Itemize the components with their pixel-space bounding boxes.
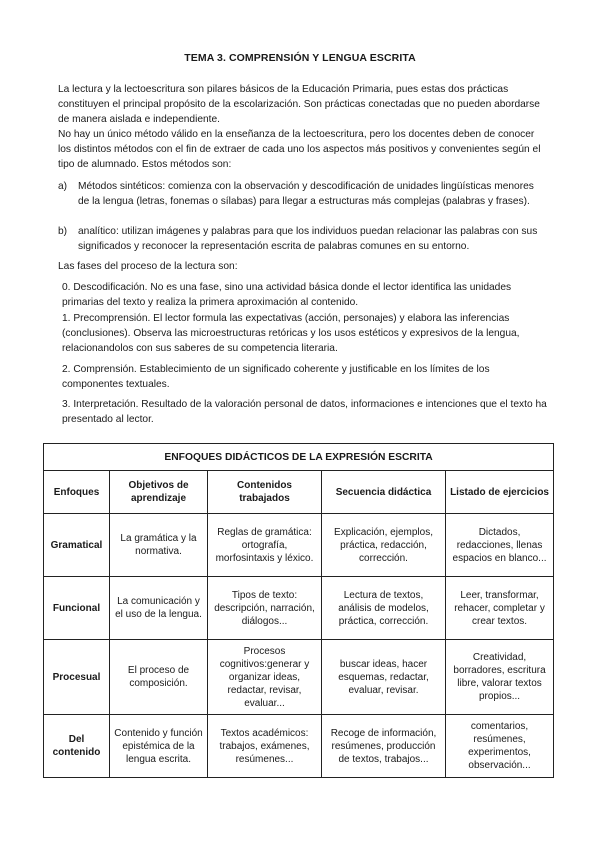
table-cell: Creatividad, borradores, escritura libre, valorar textos propios... bbox=[446, 640, 554, 715]
table-row bbox=[44, 577, 554, 640]
table-cell: La comunicación y el uso de la lengua. bbox=[110, 577, 208, 640]
method-text: analítico: utilizan imágenes y palabras para que los individuos puedan relacionar las palabras con sus significados y reconocer la representación escrita de palabras comunes en su entorno. bbox=[78, 226, 538, 253]
table-row bbox=[44, 640, 554, 715]
table-header-row bbox=[44, 471, 554, 514]
table-cell: Recoge de información, resúmenes, producción de textos, trabajos... bbox=[322, 715, 446, 778]
phase-item: 1. Precomprensión. El lector formula las expectativas (acción, personajes) y elabora las inferencias (conclusiones). Observa las microestructuras retóricas y los usos estéticos y expresivos de la lengua, relacionandolos con sus saberes de su competencia literaria. bbox=[62, 313, 520, 355]
table-cell: Leer, transformar, rehacer, completar y crear textos. bbox=[446, 577, 554, 640]
table-cell: Reglas de gramática: ortografía, morfosintaxis y léxico. bbox=[208, 514, 322, 577]
page-title: TEMA 3. COMPRENSIÓN Y LENGUA ESCRITA bbox=[184, 52, 416, 64]
phase-item: 2. Comprensión. Establecimiento de un significado coherente y justificable en los límites de los componentes textuales. bbox=[62, 364, 490, 391]
phases-intro: Las fases del proceso de la lectura son: bbox=[58, 261, 238, 272]
table-cell: La gramática y la normativa. bbox=[110, 514, 208, 577]
table-cell: Contenido y función epistémica de la lengua escrita. bbox=[110, 715, 208, 778]
table-row bbox=[44, 715, 554, 778]
table-cell: Textos académicos: trabajos, exámenes, resúmenes... bbox=[208, 715, 322, 778]
table-caption: ENFOQUES DIDÁCTICOS DE LA EXPRESIÓN ESCRITA bbox=[44, 444, 554, 471]
table-cell: Explicación, ejemplos, práctica, redacción, corrección. bbox=[322, 514, 446, 577]
methods-paragraph: No hay un único método válido en la enseñanza de la lectoescritura, pero los docentes deben de conocer los distintos métodos con el fin de extraer de cada uno los aspectos más positivos y convenientes según el tipo de alumnado. Estos métodos son: bbox=[58, 129, 541, 171]
intro-paragraph: La lectura y la lectoescritura son pilares básicos de la Educación Primaria, pues estas dos prácticas constituyen el principal propósito de la escolarización. Son prácticas conectadas que no pueden abordarse de manera aislada e independiente. bbox=[58, 84, 540, 126]
table-cell: comentarios, resúmenes, experimentos, observación... bbox=[446, 715, 554, 778]
column-header: Enfoques bbox=[44, 471, 110, 514]
table-cell: Dictados, redacciones, llenas espacios en blanco... bbox=[446, 514, 554, 577]
column-header: Contenidos trabajados bbox=[208, 471, 322, 514]
method-marker: b) bbox=[58, 226, 68, 237]
method-marker: a) bbox=[58, 181, 68, 192]
column-header: Objetivos de aprendizaje bbox=[110, 471, 208, 514]
row-label: Del contenido bbox=[44, 715, 110, 778]
method-text: Métodos sintéticos: comienza con la observación y descodificación de unidades lingüísticas menores de la lengua (letras, fonemas o sílabas) para llegar a estructuras más complejas (palabras y frases). bbox=[78, 181, 534, 208]
row-label: Funcional bbox=[44, 577, 110, 640]
table-cell: El proceso de composición. bbox=[110, 640, 208, 715]
phase-item: 0. Descodificación. No es una fase, sino una actividad básica donde el lector identifica las unidades primarias del texto y realiza la primera aproximación al contenido. bbox=[62, 282, 512, 309]
row-label: Procesual bbox=[44, 640, 110, 715]
table-cell: buscar ideas, hacer esquemas, redactar, evaluar, revisar. bbox=[322, 640, 446, 715]
table-cell: Procesos cognitivos:generar y organizar ideas, redactar, revisar, evaluar... bbox=[208, 640, 322, 715]
table-row bbox=[44, 514, 554, 577]
column-header: Secuencia didáctica bbox=[322, 471, 446, 514]
table-cell: Tipos de texto: descripción, narración, diálogos... bbox=[208, 577, 322, 640]
column-header: Listado de ejercicios bbox=[446, 471, 554, 514]
table-cell: Lectura de textos, análisis de modelos, práctica, corrección. bbox=[322, 577, 446, 640]
approaches-table bbox=[43, 443, 554, 778]
method-item-a bbox=[58, 179, 548, 209]
method-item-b bbox=[58, 224, 548, 254]
phase-item: 3. Interpretación. Resultado de la valoración personal de datos, informaciones e intenciones que el texto ha presentado al lector. bbox=[62, 399, 547, 426]
row-label: Gramatical bbox=[44, 514, 110, 577]
